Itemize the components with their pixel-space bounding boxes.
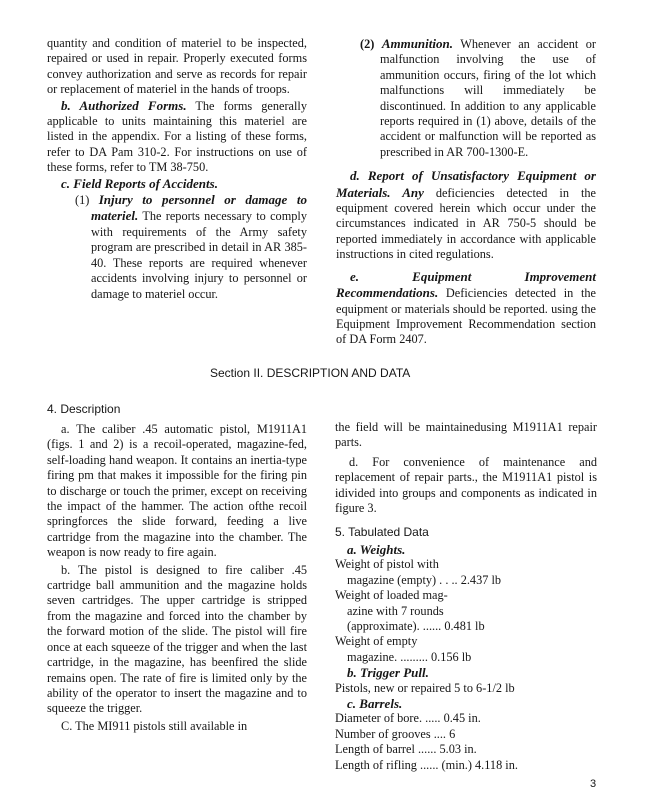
barrels-label: c. Barrels. xyxy=(347,696,403,712)
item-number: (2) xyxy=(360,37,382,51)
paragraph-a: a. The caliber .45 automatic pistol, M1911A1 (figs. 1 and 2) is a recoil-operated, magazine-fed, self-loading hand weapon. It contains an inertia-type firing pm that makes it impossible for the firing pin to discharge or touch the primer, except on receiving the impact of the hammer. The action ofthe recoil springforces the slide forward, feeding a live cartridge from the magazine into the chamber. The weapon is now ready to fire again. xyxy=(47,422,307,560)
table-row: Weight of pistol with xyxy=(335,557,439,572)
paragraph-e-improvement xyxy=(336,269,596,348)
paragraph-d-report xyxy=(336,168,596,262)
paragraph-d: d. For convenience of maintenance and replacement of repair parts., the M1911A1 pistol is idivided into groups and components as indicated in figure 3. xyxy=(335,454,597,516)
paragraph-continuation: the field will be maintainedusing M1911A1 repair parts. xyxy=(335,420,597,450)
paragraph-c2-ammunition xyxy=(336,36,596,160)
table-row: Length of barrel ...... 5.03 in. xyxy=(335,742,477,757)
table-row: Diameter of bore. ..... 0.45 in. xyxy=(335,711,481,726)
lower-left-column xyxy=(47,422,307,734)
table-row: Weight of loaded mag- xyxy=(335,588,448,603)
weights-label: a. Weights. xyxy=(347,542,406,557)
trigger-pull-label: b. Trigger Pull. xyxy=(347,665,429,681)
paragraph-b: b. The pistol is designed to fire caliber .45 cartridge ball ammunition and the magazine holds seven cartridges. The upper cartridge is stripped from the magazine and forced into the chamber by the forward motion of the slide. The pistol will fire once at each squeeze of the trigger and when the last cartridge, in the magazine, has beenfired the slide remains open. The rate of fire is limited only by the ability of the operator to insert the magazine and to squeeze the trigger. xyxy=(47,562,307,716)
table-row: magazine. ......... 0.156 lb xyxy=(347,649,472,664)
paragraph-label: Ammunition. xyxy=(381,36,453,51)
paragraph-label: Injury to personnel or damage to materiel. xyxy=(91,192,307,224)
section-heading-description: 4. Description xyxy=(47,402,121,416)
paragraph-text: The reports necessary to comply with requirements of the Army safety program are prescribed in detail in AR 385-40. These reports are required whenever accidents involving injury to personnel or damage to materiel occur. xyxy=(91,209,307,301)
paragraph-label: b. Authorized Forms. xyxy=(61,97,187,113)
paragraph-text: The forms generally applicable to units maintaining this materiel are listed in the appendix. For a listing of these forms, refer to DA Pam 310-2. For instructions on use of these forms, refer to TM 38-750. xyxy=(47,98,307,175)
paragraph-c-field-reports xyxy=(47,176,307,192)
table-row: azine with 7 rounds xyxy=(347,603,444,618)
paragraph-b-authorized-forms xyxy=(47,98,307,176)
section-title: Section II. DESCRIPTION AND DATA xyxy=(210,366,411,380)
paragraph: quantity and condition of materiel to be inspected, repaired or used in repair. Properly executed forms convey authorization and serve as records for repair or replacement of materiel in the hands of troops. xyxy=(47,36,307,97)
table-row: Pistols, new or repaired 5 to 6-1/2 lb xyxy=(335,680,515,695)
page-number: 3 xyxy=(590,778,597,790)
top-left-column xyxy=(47,36,307,302)
tabulated-data xyxy=(335,542,597,773)
top-right-column xyxy=(336,36,596,348)
table-row: (approximate). ...... 0.481 lb xyxy=(347,619,485,634)
table-row: Weight of empty xyxy=(335,634,418,649)
paragraph-label: c. Field Reports of Accidents. xyxy=(61,175,218,191)
paragraph-label: e. Equipment Improvement Recommendations. xyxy=(336,268,596,301)
paragraph-c1-injury xyxy=(47,192,307,302)
item-number: (1) xyxy=(75,193,99,208)
paragraph-label: d. Report of Unsatisfactory Equipment or Materials. Any xyxy=(336,168,596,200)
section-heading-tabulated: 5. Tabulated Data xyxy=(335,525,429,539)
table-row: Length of rifling ...... (min.) 4.118 in. xyxy=(335,757,518,772)
paragraph-text: Whenever an accident or malfunction involving the use of ammunition occurs, firing of the lot which malfunctions will immediately be discontinued. In addition to any applicable reports required in (1) above, details of the accident or malfunction will be reported as prescribed in AR 700-1300-E. xyxy=(380,37,596,159)
paragraph-text: Deficiencies detected in the equipment or materials should be reported. using the Equipment Improvement Recommendation section of DA Form 2407. xyxy=(336,286,596,347)
paragraph-c: C. The MI911 pistols still available in xyxy=(61,718,248,733)
table-row: magazine (empty) . . .. 2.437 lb xyxy=(347,572,502,587)
lower-right-column xyxy=(335,420,597,516)
paragraph-text: deficiencies detected in the equipment covered herein which occur under the circumstances indicated in AR 750-5 should be reported immediately in accordance with applicable instructions in cited regulations. xyxy=(336,185,596,262)
table-row: Number of grooves .... 6 xyxy=(335,726,456,741)
